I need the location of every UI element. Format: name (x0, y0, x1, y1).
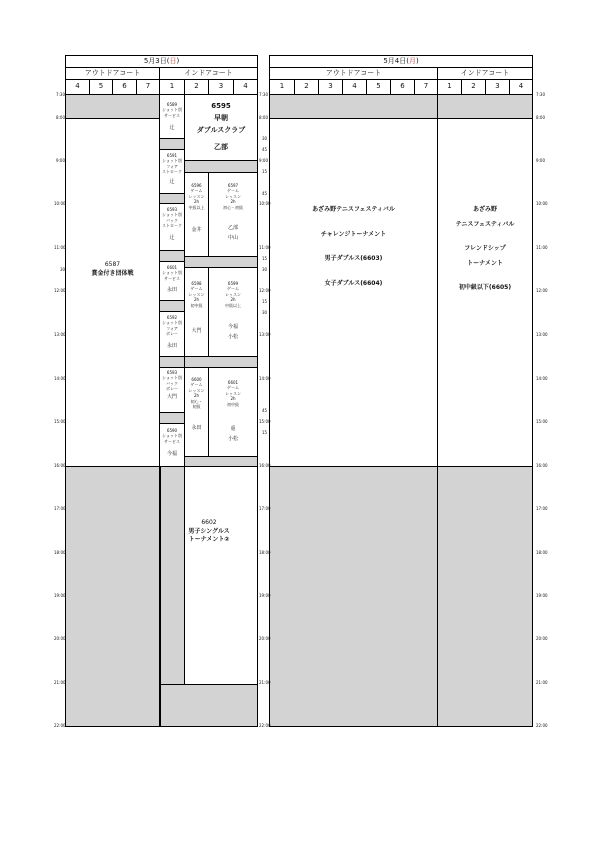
minute-mark: 45 (262, 191, 268, 196)
time-label: 9:00 (259, 158, 268, 163)
event-line: ショット別 (162, 270, 182, 276)
event-6599 (209, 281, 257, 340)
event-code: 6602 (201, 519, 217, 526)
event-line: ボレー (166, 386, 178, 392)
event-6587 (66, 261, 159, 278)
time-label: 9:00 (536, 158, 545, 163)
time-label: 13:00 (259, 332, 271, 337)
event-line: 2h (193, 297, 200, 303)
minute-mark: 30 (262, 267, 268, 272)
event-line: ショット別 (162, 212, 182, 218)
event-coach: 辻 (169, 125, 175, 132)
closed-slot (270, 95, 532, 118)
event-line: ショット別 (162, 433, 182, 439)
time-label: 14:00 (54, 376, 66, 381)
event-code: 6593 (166, 207, 178, 212)
event-6597 (209, 183, 257, 241)
time-label: 10:00 (54, 201, 66, 206)
event-line: 2h (230, 199, 236, 205)
event-festival-challenge (270, 206, 437, 287)
event-line: 初中級以下(6605) (458, 284, 512, 291)
event-6589 (160, 102, 184, 132)
event-coach: 大門 (191, 327, 202, 334)
court-number: 1 (169, 82, 175, 90)
time-label: 8:00 (259, 115, 268, 120)
event-coach: 永田 (166, 287, 177, 294)
time-label: 19:00 (536, 593, 548, 598)
event-line: トーナメント (467, 259, 503, 267)
event-6601 (160, 265, 184, 294)
time-label: 16:00 (259, 463, 271, 468)
event-line: バック (166, 380, 178, 386)
event-line: ゲーム (227, 385, 239, 391)
minute-mark: 15 (262, 430, 268, 435)
time-label: 11:00 (536, 245, 548, 250)
event-line: バック (166, 217, 178, 223)
time-label: 16:00 (536, 463, 548, 468)
event-line: ショット別 (162, 320, 182, 326)
event-line: ゲーム (190, 286, 203, 292)
event-6593 (160, 207, 184, 241)
time-label: 21:00 (536, 680, 548, 685)
event-coach: 小松 (227, 333, 238, 340)
event-line: 男子ダブルス(6603) (324, 255, 383, 262)
time-label: 22:00 (54, 723, 66, 728)
time-label: 20:00 (536, 636, 548, 641)
time-label: 17:00 (54, 506, 66, 511)
event-code: 6599 (227, 281, 239, 286)
closed-slot (160, 412, 184, 423)
event-line: ゲーム (227, 188, 239, 194)
court-number: 5 (376, 82, 381, 90)
event-line: ゲーム (190, 382, 203, 388)
time-label: 22:00 (536, 723, 548, 728)
time-label: 22:00 (259, 723, 271, 728)
event-code: 6591 (166, 153, 178, 158)
event-line: 2h (230, 396, 236, 402)
event-line: 初級 (192, 403, 201, 409)
event-6596 (185, 183, 208, 234)
event-code: 6601 (227, 380, 239, 385)
event-line: 初心・初級 (223, 204, 243, 210)
minute-mark: 45 (262, 147, 268, 152)
time-label: 18:00 (536, 550, 548, 555)
event-coach: 永田 (166, 342, 177, 349)
event-line: レッスン (188, 387, 205, 393)
event-line: ゲーム (190, 188, 203, 194)
time-label: 7:30 (536, 92, 545, 97)
event-line: 男子シングルス (188, 527, 230, 535)
court-number: 2 (304, 82, 309, 90)
event-line: 初中級 (190, 302, 203, 308)
event-title: 賞金付き団体戦 (91, 269, 134, 277)
time-label: 11:00 (259, 245, 271, 250)
event-coach: 乙部 (227, 224, 238, 231)
court-number: 3 (328, 82, 333, 90)
day1-indoor-label: インドアコート (184, 69, 233, 77)
closed-slot (160, 300, 184, 311)
time-label: 19:00 (54, 593, 66, 598)
time-label: 15:00 (259, 419, 271, 424)
time-label: 15:00 (54, 419, 66, 424)
closed-slot (160, 250, 184, 261)
time-label: 17:00 (259, 506, 271, 511)
time-label: 10:00 (259, 201, 271, 206)
event-line: あざみ野 (472, 206, 497, 213)
time-label: 21:00 (54, 680, 66, 685)
time-label: 19:00 (259, 593, 271, 598)
time-label: 10:00 (536, 201, 548, 206)
closed-slot (66, 466, 159, 726)
closed-slot (160, 193, 184, 203)
closed-slot (184, 456, 257, 466)
event-6602 (161, 519, 257, 545)
event-line: あざみ野テニスフェスティバル (312, 206, 395, 213)
closed-slot (184, 160, 257, 172)
event-6601-game (209, 380, 257, 442)
time-label: 8:00 (536, 115, 545, 120)
event-code: 6601 (166, 265, 178, 270)
minute-mark: 15 (262, 169, 268, 174)
event-line: 中級以上 (225, 302, 241, 308)
event-code: 6596 (191, 183, 202, 188)
court-number: 2 (471, 82, 476, 90)
event-line: 初中級 (227, 401, 239, 407)
event-line: ゲーム (227, 286, 239, 292)
minute-mark: 30 (60, 267, 66, 272)
event-line: ショット別 (162, 375, 182, 381)
court-number: 3 (218, 82, 224, 90)
event-coach: 重 (230, 425, 236, 432)
day2-outdoor-label: アウトドアコート (325, 69, 382, 77)
closed-slot (160, 356, 184, 367)
court-number: 1 (279, 82, 285, 90)
minute-mark: 30 (262, 310, 268, 315)
closed-slot (184, 256, 257, 267)
time-label: 14:00 (536, 376, 548, 381)
time-label: 18:00 (54, 550, 66, 555)
court-number: 2 (194, 82, 199, 90)
time-label: 14:00 (259, 376, 271, 381)
time-label: 21:00 (259, 680, 271, 685)
time-label: 11:00 (54, 245, 66, 250)
time-label: 8:00 (56, 115, 65, 120)
event-line: 2h (230, 297, 236, 303)
event-line: フレンドシップ (464, 245, 506, 252)
event-code: 6598 (191, 281, 202, 286)
time-label: 12:00 (54, 288, 66, 293)
closed-slot (160, 684, 257, 726)
time-label: 20:00 (54, 636, 66, 641)
court-number: 6 (400, 82, 405, 90)
event-coach: 今福 (166, 451, 177, 458)
court-number: 1 (447, 82, 452, 90)
event-coach: 中山 (227, 234, 238, 241)
time-label: 7:30 (56, 92, 65, 97)
event-line: レッスン (188, 291, 205, 297)
time-label: 13:00 (536, 332, 548, 337)
time-label: 17:00 (536, 506, 548, 511)
event-code: 6589 (166, 102, 178, 107)
court-number: 7 (145, 82, 151, 90)
event-coach: 辻 (169, 234, 175, 241)
event-line: サービス (164, 275, 180, 281)
event-line: ストローク (162, 169, 182, 175)
event-line: ショット別 (162, 107, 182, 113)
time-label: 15:00 (536, 419, 548, 424)
event-coach: 小松 (227, 435, 238, 442)
time-label: 13:00 (54, 332, 66, 337)
closed-slot (184, 356, 257, 367)
event-coach: 永田 (191, 425, 202, 432)
day2-indoor-label: インドアコート (460, 69, 510, 77)
event-code: 6592 (166, 315, 178, 320)
time-label: 9:00 (56, 158, 65, 163)
event-code: 6587 (104, 261, 121, 268)
court-number: 7 (423, 82, 429, 90)
time-label: 18:00 (259, 550, 271, 555)
closed-slot (160, 138, 184, 149)
event-6598 (185, 281, 208, 335)
day1-date-header: 5月3日(日) (143, 57, 180, 65)
minute-mark: 45 (262, 408, 268, 413)
event-coach: 金井 (191, 226, 202, 233)
event-line: テニスフェスティバル (455, 220, 515, 228)
event-line: ストローク (162, 223, 182, 229)
event-line: フォア (166, 325, 178, 331)
event-line: ボレー (166, 331, 178, 337)
event-coach: 大門 (166, 393, 177, 400)
court-number: 5 (98, 82, 104, 90)
event-line: 2h (193, 199, 200, 205)
event-line: 2h (193, 393, 200, 399)
event-line: 早朝 (214, 113, 228, 122)
event-6590 (160, 428, 184, 458)
court-number: 4 (75, 82, 80, 90)
closed-slot (66, 95, 159, 118)
day2-date-header: 5月4日(月) (383, 57, 419, 65)
event-line: サービス (164, 112, 180, 118)
event-line: 中級以上 (188, 204, 205, 210)
event-line: レッスン (225, 291, 241, 297)
minute-mark: 30 (262, 136, 268, 141)
event-6592 (160, 315, 184, 349)
event-code: 6600 (191, 377, 202, 382)
event-coach: 乙部 (214, 142, 228, 151)
time-label: 7:30 (259, 92, 268, 97)
event-line: 初心・ (190, 398, 203, 404)
event-line: サービス (164, 438, 180, 444)
court-number: 4 (243, 82, 248, 90)
event-code: 6597 (227, 183, 239, 188)
event-coach: 今福 (227, 323, 238, 330)
event-code: 6590 (166, 428, 178, 433)
event-line: トーナメント② (188, 536, 230, 544)
event-6593-volley (160, 370, 184, 400)
event-code: 6593 (166, 370, 178, 375)
minute-mark: 15 (262, 256, 268, 261)
event-line: ダブルスクラブ (196, 125, 246, 134)
court-number: 3 (495, 82, 500, 90)
event-6600 (185, 377, 208, 432)
event-line: レッスン (225, 193, 241, 199)
event-code: 6595 (211, 102, 231, 110)
event-festival-friendship (438, 206, 532, 292)
closed-slot (270, 466, 532, 726)
event-6595 (185, 101, 257, 154)
minute-mark: 15 (262, 299, 268, 304)
event-line: レッスン (225, 390, 241, 396)
event-line: 女子ダブルス(6604) (324, 279, 383, 287)
time-label: 12:00 (259, 288, 271, 293)
court-number: 4 (352, 82, 357, 90)
day1-outdoor-label: アウトドアコート (84, 69, 141, 77)
event-line: フォア (166, 163, 178, 169)
event-coach: 辻 (169, 178, 175, 185)
event-line: レッスン (188, 193, 205, 199)
court-number: 6 (122, 82, 127, 90)
event-line: ショット別 (162, 158, 182, 164)
event-6591 (160, 153, 184, 185)
time-label: 16:00 (54, 463, 66, 468)
event-line: チャレンジトーナメント (320, 230, 387, 238)
court-number: 4 (518, 82, 524, 90)
time-label: 20:00 (259, 636, 271, 641)
time-label: 12:00 (536, 288, 548, 293)
